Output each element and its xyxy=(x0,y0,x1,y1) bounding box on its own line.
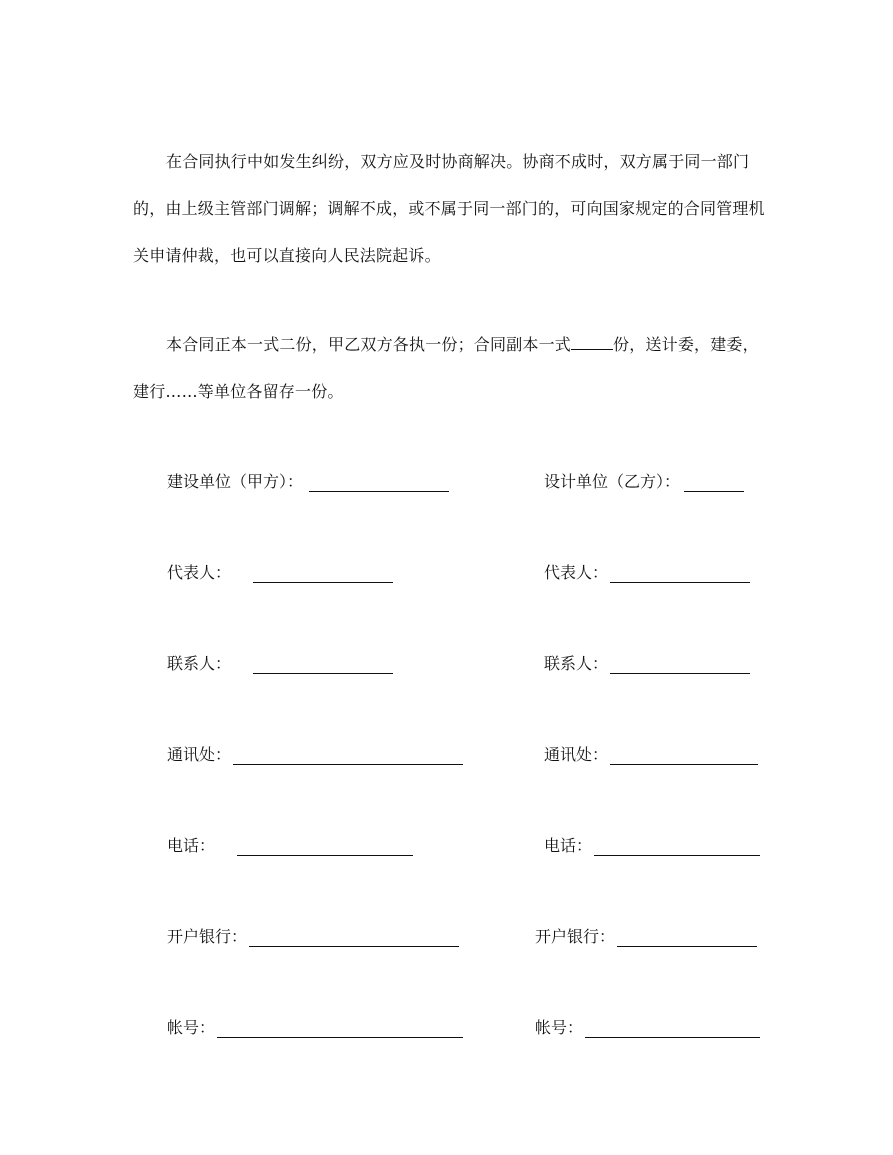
party-b-address-field xyxy=(544,745,758,765)
party-b-unit-blank[interactable] xyxy=(684,473,744,492)
party-a-address-label: 通讯处： xyxy=(167,745,232,764)
party-b-address-label: 通讯处： xyxy=(544,745,609,764)
party-b-contact-field xyxy=(544,654,750,674)
copies-clause-paragraph xyxy=(133,321,773,415)
party-a-address-field xyxy=(167,745,463,765)
party-a-account-blank[interactable] xyxy=(217,1019,463,1038)
party-a-unit-blank[interactable] xyxy=(309,473,449,492)
party-b-unit-label: 设计单位（乙方）： xyxy=(544,472,681,491)
party-b-address-blank[interactable] xyxy=(610,746,758,765)
party-b-contact-label: 联系人： xyxy=(544,654,609,673)
party-a-unit-label: 建设单位（甲方）： xyxy=(167,472,304,491)
party-b-representative-label: 代表人： xyxy=(544,563,609,582)
party-b-bank-blank[interactable] xyxy=(617,928,757,947)
party-a-account-label: 帐号： xyxy=(167,1018,216,1037)
party-a-bank-label: 开户银行： xyxy=(167,927,248,946)
party-b-contact-blank[interactable] xyxy=(610,655,750,674)
party-b-account-blank[interactable] xyxy=(585,1019,760,1038)
party-a-contact-label: 联系人： xyxy=(167,654,232,673)
party-b-phone-label: 电话： xyxy=(544,836,593,855)
party-a-representative-label: 代表人： xyxy=(167,563,232,582)
party-a-representative-field xyxy=(167,563,393,583)
copies-clause-text-after: 份，送计委，建委，建行……等单位各留存一份。 xyxy=(133,335,759,401)
party-b-representative-field xyxy=(544,563,750,583)
party-a-account-field xyxy=(167,1018,463,1038)
party-a-bank-blank[interactable] xyxy=(249,928,459,947)
party-b-representative-blank[interactable] xyxy=(610,564,750,583)
party-a-contact-blank[interactable] xyxy=(253,655,393,674)
party-b-account-label: 帐号： xyxy=(535,1018,584,1037)
party-b-unit-field xyxy=(544,472,744,492)
party-b-bank-field xyxy=(535,927,757,947)
party-b-bank-label: 开户银行： xyxy=(535,927,616,946)
party-a-phone-field xyxy=(167,836,413,856)
copies-clause-text-before: 本合同正本一式二份，甲乙双方各执一份；合同副本一式 xyxy=(166,335,572,354)
party-a-bank-field xyxy=(167,927,459,947)
party-a-unit-field xyxy=(167,472,449,492)
party-b-phone-blank[interactable] xyxy=(594,837,760,856)
party-a-address-blank[interactable] xyxy=(233,746,463,765)
party-a-phone-blank[interactable] xyxy=(237,837,413,856)
dispute-clause-paragraph: 在合同执行中如发生纠纷，双方应及时协商解决。协商不成时，双方属于同一部门的，由上级主管部门调解；调解不成，或不属于同一部门的，可向国家规定的合同管理机关申请仲裁，也可以直接向人民法院起诉。 xyxy=(133,152,765,265)
party-a-phone-label: 电话： xyxy=(167,836,216,855)
party-a-contact-field xyxy=(167,654,393,674)
party-a-representative-blank[interactable] xyxy=(253,564,393,583)
copies-count-blank[interactable] xyxy=(571,335,613,350)
party-b-account-field xyxy=(535,1018,760,1038)
party-b-phone-field xyxy=(544,836,760,856)
